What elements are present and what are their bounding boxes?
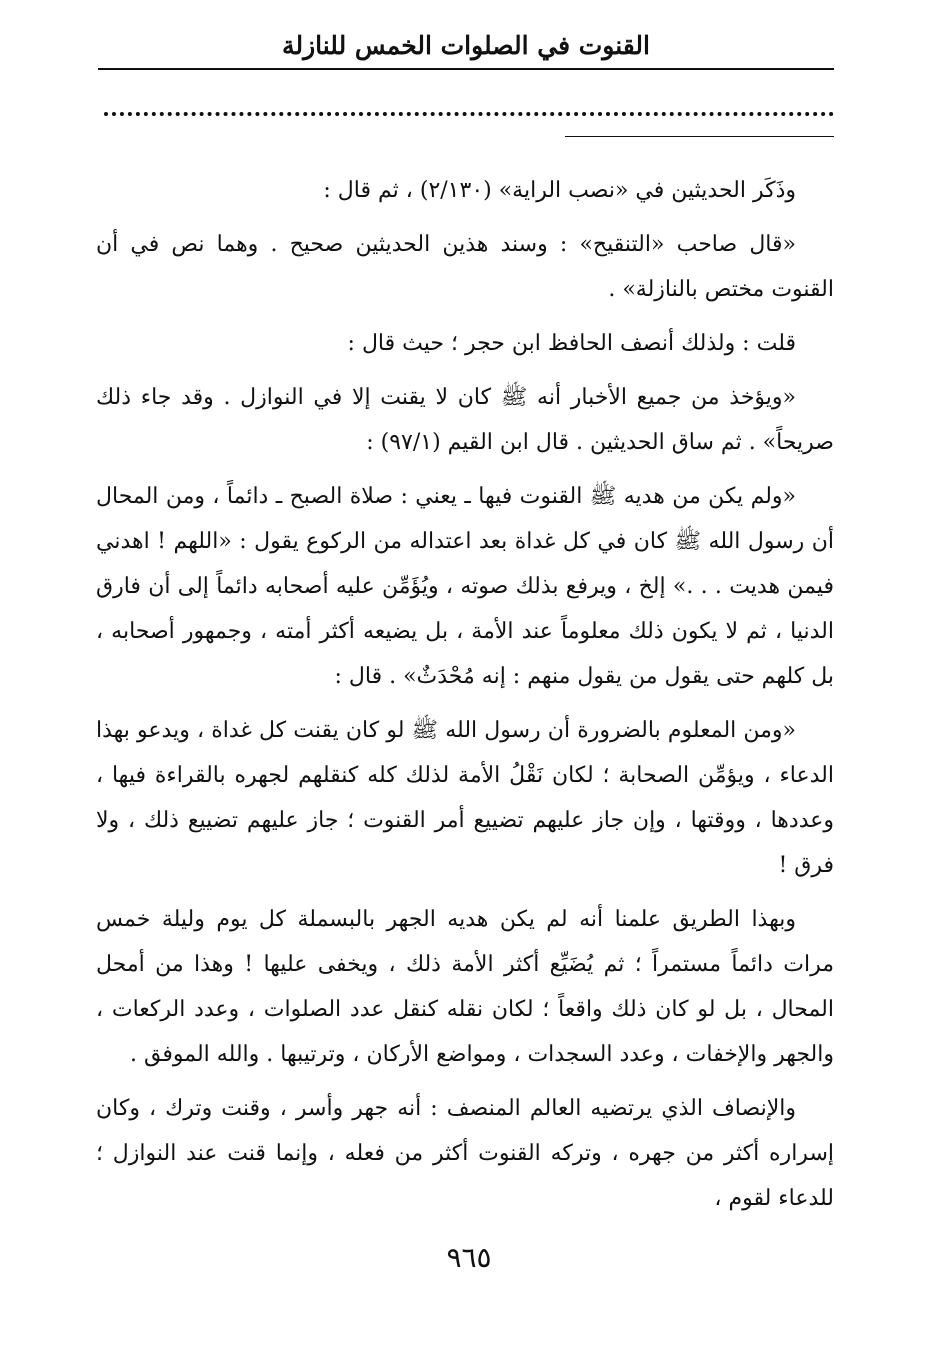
paragraph-7: وبهذا الطريق علمنا أنه لم يكن هديه الجهر بالبسملة كل يوم وليلة خمس مرات دائماً مستمراً ؛ ثم يُضَيِّع أكثر الأمة ذلك ، ويخفى عليها ! وهذا من أمحل المحال ، بل لو كان ذلك واقعاً ؛ لكان نقله كنقل عدد الصلوات ، وعدد الركعات ، والجهر والإخفات ، وعدد السجدات ، ومواضع الأركان ، وترتيبها . والله الموفق . <box>96 907 834 1067</box>
paragraph-2: «قال صاحب «التنقيح» : وسند هذين الحديثين صحيح . وهما نص في أن القنوت مختص بالنازلة» . <box>96 232 834 302</box>
short-rule <box>565 136 834 137</box>
running-title: القنوت في الصلوات الخمس للنازلة <box>282 31 650 60</box>
header-rule <box>98 68 834 70</box>
paragraph-1: وذَكَر الحديثين في «نصب الراية» (٢/١٣٠) ، ثم قال : <box>323 178 796 203</box>
body-text <box>96 168 834 1221</box>
paragraph-5: «ولم يكن من هديه ﷺ القنوت فيها ـ يعني : صلاة الصبح ـ دائماً ، ومن المحال أن رسول الله ﷺ كان في كل غداة بعد اعتداله من الركوع يقول : «اللهم ! اهدني فيمن هديت . . .» إلخ ، ويرفع بذلك صوته ، ويُؤَمِّن عليه أصحابه دائماً إلى أن فارق الدنيا ، ثم لا يكون ذلك معلوماً عند الأمة ، بل يضيعه أكثر أمته ، وجمهور أصحابه ، بل كلهم حتى يقول من يقول منهم : إنه مُحْدَثٌ» . قال : <box>96 484 834 689</box>
paragraph-3: قلت : ولذلك أنصف الحافظ ابن حجر ؛ حيث قال : <box>347 331 796 356</box>
dotted-separator <box>104 112 834 116</box>
paragraph-6: «ومن المعلوم بالضرورة أن رسول الله ﷺ لو كان يقنت كل غداة ، ويدعو بهذا الدعاء ، ويؤمِّن الصحابة ؛ لكان نَقْلُ الأمة لذلك كله كنقلهم لجهره بالقراءة فيها ، وعددها ، ووقتها ، وإن جاز عليهم تضييع أمر القنوت ؛ جاز عليهم تضييع ذلك ، ولا فرق ! <box>96 718 834 878</box>
paragraph-8: والإنصاف الذي يرتضيه العالم المنصف : أنه جهر وأسر ، وقنت وترك ، وكان إسراره أكثر من جهره ، وتركه القنوت أكثر من فعله ، وإنما قنت عند النوازل ؛ للدعاء لقوم ، <box>96 1096 834 1211</box>
paragraph-4: «ويؤخذ من جميع الأخبار أنه ﷺ كان لا يقنت إلا في النوازل . وقد جاء ذلك صريحاً» . ثم ساق الحديثين . قال ابن القيم (٩٧/١) : <box>96 385 834 455</box>
page-number: ٩٦٥ <box>446 1241 492 1274</box>
